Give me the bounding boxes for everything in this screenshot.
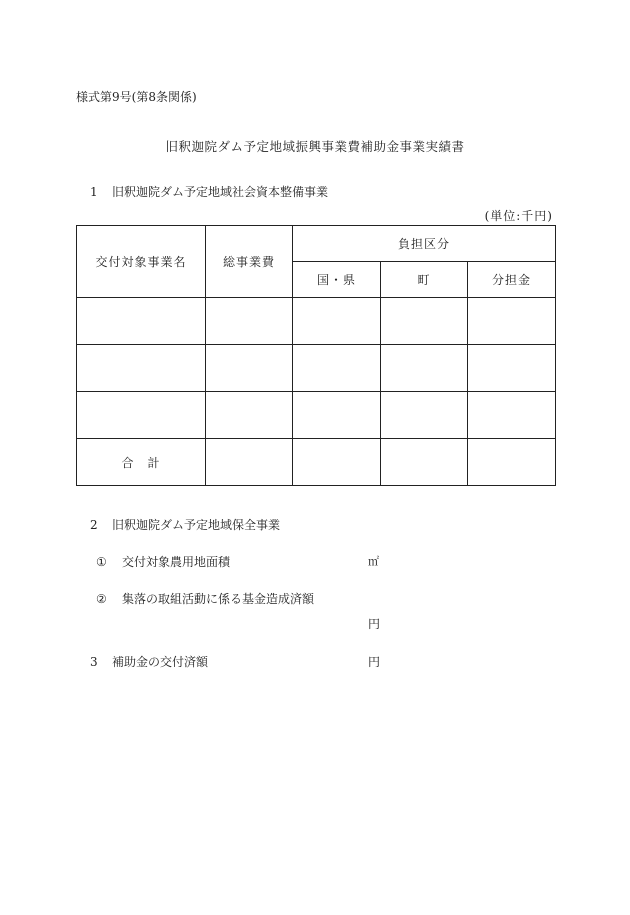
cell-project-name[interactable] (77, 345, 206, 392)
header-national-prefecture: 国・県 (293, 262, 381, 298)
section-2-label: 旧釈迦院ダム予定地域保全事業 (112, 518, 281, 532)
section-1-number: 1 (90, 185, 98, 199)
cell-town[interactable] (381, 345, 468, 392)
header-share: 分担金 (468, 262, 556, 298)
section-1-label: 旧釈迦院ダム予定地域社会資本整備事業 (112, 185, 329, 199)
item-2-label: 集落の取組活動に係る基金造成済額 (122, 592, 315, 606)
header-town: 町 (381, 262, 468, 298)
total-cell-town[interactable] (381, 439, 468, 486)
section-3-unit: 円 (368, 655, 381, 669)
section-3-number: 3 (90, 655, 98, 669)
cell-town[interactable] (381, 298, 468, 345)
cell-total-cost[interactable] (206, 298, 293, 345)
cell-project-name[interactable] (77, 298, 206, 345)
table-row (77, 392, 556, 439)
section-3-label: 補助金の交付済額 (112, 655, 209, 669)
total-cell-national-prefecture[interactable] (293, 439, 381, 486)
cell-total-cost[interactable] (206, 392, 293, 439)
cell-national-prefecture[interactable] (293, 345, 381, 392)
document-title: 旧釈迦院ダム予定地域振興事業費補助金事業実績書 (165, 139, 465, 154)
cell-national-prefecture[interactable] (293, 392, 381, 439)
item-1-mark: ① (96, 555, 107, 569)
total-label: 合 計 (77, 439, 206, 486)
section-3-heading (90, 653, 208, 670)
cell-total-cost[interactable] (206, 345, 293, 392)
cell-project-name[interactable] (77, 392, 206, 439)
total-cell-total-cost[interactable] (206, 439, 293, 486)
item-1-unit: ㎡ (368, 555, 379, 568)
cell-share[interactable] (468, 392, 556, 439)
header-project-name: 交付対象事業名 (77, 226, 206, 298)
section-2-number: 2 (90, 518, 98, 532)
section-2-item-1 (96, 553, 230, 570)
item-2-mark: ② (96, 592, 107, 606)
cell-share[interactable] (468, 345, 556, 392)
item-1-label: 交付対象農用地面積 (122, 555, 231, 569)
form-number: 様式第9号(第8条関係) (76, 90, 197, 104)
cell-town[interactable] (381, 392, 468, 439)
cell-national-prefecture[interactable] (293, 298, 381, 345)
cell-share[interactable] (468, 298, 556, 345)
section-1-heading (90, 183, 328, 200)
table-row (77, 298, 556, 345)
header-burden-division: 負担区分 (293, 226, 556, 262)
section-2-heading (90, 516, 280, 533)
total-row (77, 439, 556, 486)
unit-label: (単位:千円) (484, 209, 553, 223)
header-total-cost: 総事業費 (206, 226, 293, 298)
total-cell-share[interactable] (468, 439, 556, 486)
item-2-unit: 円 (368, 617, 381, 631)
section-2-item-2 (96, 590, 314, 607)
table-row (77, 345, 556, 392)
project-table (76, 225, 556, 486)
